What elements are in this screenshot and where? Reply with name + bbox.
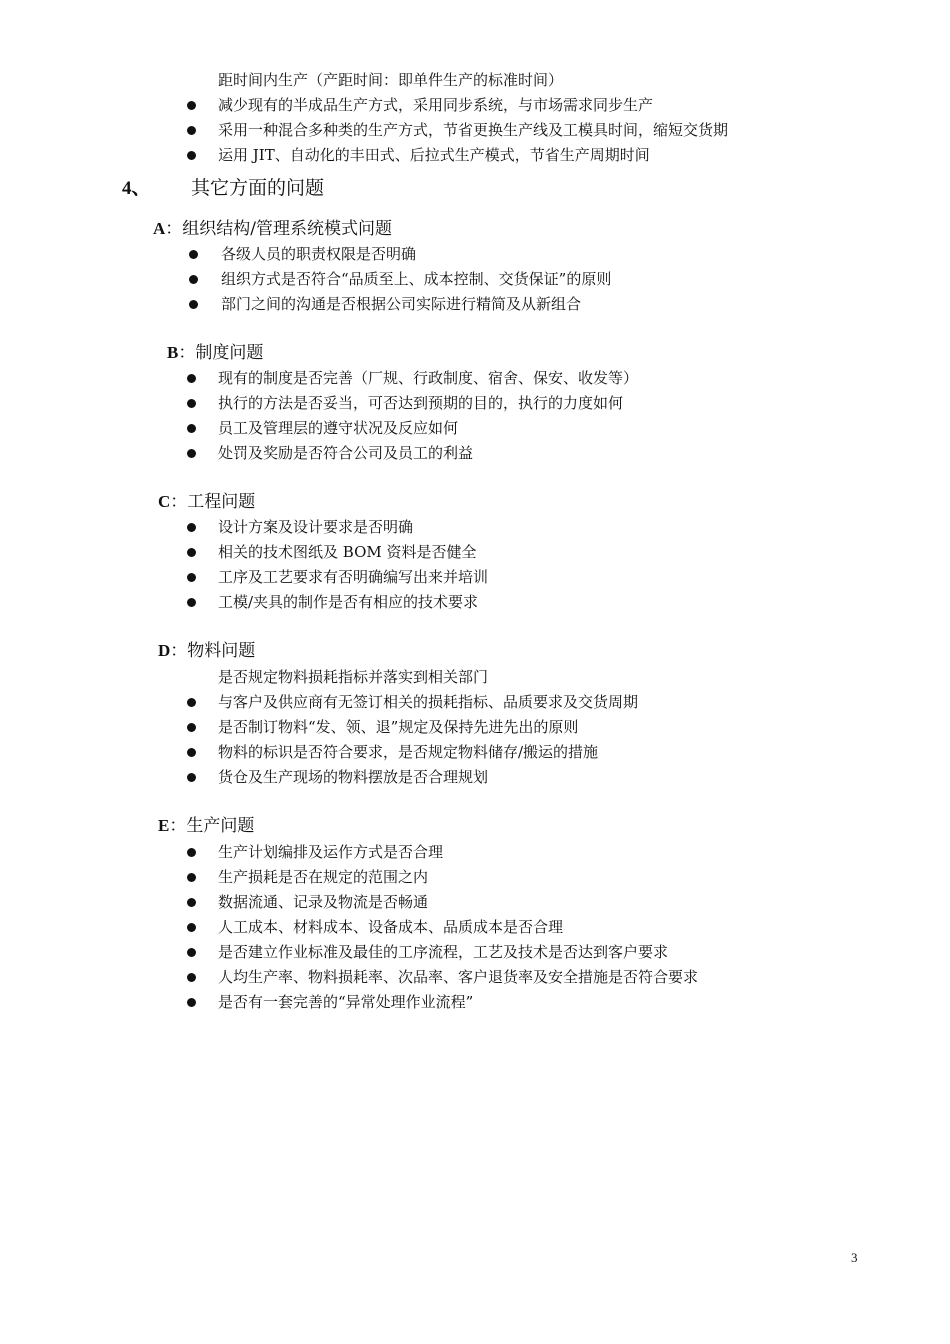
bullet-icon — [187, 598, 196, 607]
bullet-icon — [187, 748, 196, 757]
subsection-heading-e — [158, 815, 254, 837]
list-item: 相关的技术图纸及 BOM 资料是否健全 — [218, 543, 477, 561]
list-item: 组织方式是否符合“品质至上、成本控制、交货保证”的原则 — [221, 270, 612, 288]
list-item: 工序及工艺要求有否明确编写出来并培训 — [218, 568, 489, 586]
list-item: 数据流通、记录及物流是否畅通 — [218, 893, 429, 911]
list-item: 是否有一套完善的“异常处理作业流程” — [218, 993, 474, 1011]
subsection-colon: ： — [170, 641, 188, 661]
subsection-heading-a — [153, 218, 392, 240]
bullet-icon — [189, 250, 198, 259]
bullet-icon — [189, 275, 198, 284]
list-item: 处罚及奖励是否符合公司及员工的利益 — [218, 444, 474, 462]
bullet-icon — [187, 898, 196, 907]
list-item: 生产计划编排及运作方式是否合理 — [218, 843, 444, 861]
bullet-icon — [187, 151, 196, 160]
subsection-title: 组织结构/管理系统模式问题 — [182, 219, 393, 239]
subsection-letter: A — [153, 219, 166, 238]
subsection-colon: ： — [169, 816, 187, 836]
bullet-icon — [187, 523, 196, 532]
bullet-icon — [187, 998, 196, 1007]
subsection-letter: B — [167, 343, 179, 362]
subsection-heading-b — [167, 342, 263, 364]
subsection-title: 工程问题 — [187, 492, 256, 512]
bullet-icon — [187, 126, 196, 135]
bullet-icon — [187, 848, 196, 857]
intro-bullet: 减少现有的半成品生产方式，采用同步系统，与市场需求同步生产 — [218, 96, 654, 114]
bullet-icon — [187, 399, 196, 408]
bullet-icon — [187, 449, 196, 458]
bullet-icon — [187, 973, 196, 982]
bullet-icon — [187, 573, 196, 582]
subsection-letter: D — [158, 641, 171, 660]
list-item: 部门之间的沟通是否根据公司实际进行精简及从新组合 — [221, 295, 582, 313]
bullet-icon — [189, 300, 198, 309]
section-number — [122, 176, 151, 201]
intro-continuation: 距时间内生产（产距时间：即单件生产的标准时间） — [218, 71, 564, 89]
bullet-icon — [187, 374, 196, 383]
list-item: 设计方案及设计要求是否明确 — [218, 518, 414, 536]
bullet-icon — [187, 548, 196, 557]
subsection-title: 制度问题 — [195, 343, 264, 363]
bullet-icon — [187, 424, 196, 433]
list-item: 人工成本、材料成本、设备成本、品质成本是否合理 — [218, 918, 564, 936]
subsection-heading-c — [158, 491, 255, 513]
subsection-title: 生产问题 — [186, 816, 255, 836]
list-item: 是否制订物料“发、领、退”规定及保持先进先出的原则 — [218, 718, 579, 736]
list-item: 是否建立作业标准及最佳的工序流程，工艺及技术是否达到客户要求 — [218, 943, 669, 961]
section-number-text: 4、 — [122, 178, 151, 199]
list-item: 人均生产率、物料损耗率、次品率、客户退货率及安全措施是否符合要求 — [218, 968, 699, 986]
bullet-icon — [187, 873, 196, 882]
bullet-icon — [187, 101, 196, 110]
subsection-colon: ： — [165, 219, 183, 239]
intro-bullet: 采用一种混合多种类的生产方式，节省更换生产线及工模具时间，缩短交货期 — [218, 121, 729, 139]
list-item: 工模/夹具的制作是否有相应的技术要求 — [218, 593, 479, 611]
subsection-letter: C — [158, 492, 171, 511]
list-item: 与客户及供应商有无签订相关的损耗指标、品质要求及交货周期 — [218, 693, 639, 711]
bullet-icon — [187, 698, 196, 707]
bullet-icon — [187, 948, 196, 957]
section-title: 其它方面的问题 — [191, 177, 325, 199]
subsection-title: 物料问题 — [187, 641, 256, 661]
list-item: 生产损耗是否在规定的范围之内 — [218, 868, 429, 886]
subsection-heading-d — [158, 640, 255, 662]
list-item: 物料的标识是否符合要求，是否规定物料储存/搬运的措施 — [218, 743, 599, 761]
page-number: 3 — [851, 1250, 858, 1265]
list-item: 执行的方法是否妥当，可否达到预期的目的，执行的力度如何 — [218, 394, 624, 412]
list-item: 货仓及生产现场的物料摆放是否合理规划 — [218, 768, 489, 786]
list-item: 员工及管理层的遵守状况及反应如何 — [218, 419, 459, 437]
subsection-letter: E — [158, 816, 170, 835]
bullet-icon — [187, 923, 196, 932]
bullet-icon — [187, 723, 196, 732]
intro-bullet: 运用 JIT、自动化的丰田式、后拉式生产模式，节省生产周期时间 — [218, 146, 650, 164]
subsection-colon: ： — [170, 492, 188, 512]
list-item: 是否规定物料损耗指标并落实到相关部门 — [218, 668, 489, 686]
list-item: 现有的制度是否完善（厂规、行政制度、宿舍、保安、收发等） — [218, 369, 639, 387]
subsection-colon: ： — [178, 343, 196, 363]
list-item: 各级人员的职责权限是否明确 — [221, 245, 417, 263]
bullet-icon — [187, 773, 196, 782]
